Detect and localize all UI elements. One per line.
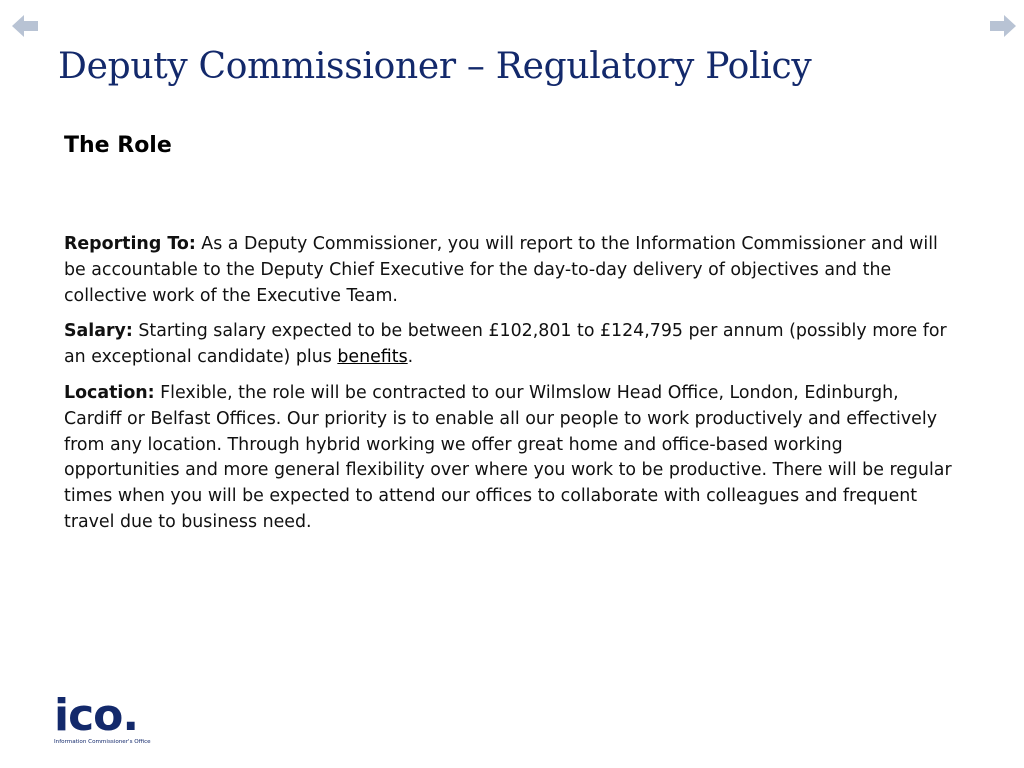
logo-mark: ico. bbox=[54, 690, 139, 741]
arrow-right-icon bbox=[988, 12, 1018, 40]
reporting-text: As a Deputy Commissioner, you will report to the Information Commissioner and will be accountable to the Deputy Chief Executive for the day-to-day delivery of objectives and the collective work of the Executive Team. bbox=[64, 234, 938, 306]
next-slide-button[interactable] bbox=[988, 12, 1018, 40]
salary-text: Starting salary expected to be between £102,801 to £124,795 per annum (possibly more for an exceptional candidate) plus bbox=[64, 321, 947, 368]
location-paragraph bbox=[64, 381, 954, 536]
ico-logo bbox=[54, 690, 164, 745]
previous-slide-button[interactable] bbox=[10, 12, 40, 40]
arrow-left-icon bbox=[10, 12, 40, 40]
benefits-link[interactable]: benefits bbox=[337, 347, 408, 368]
reporting-paragraph bbox=[64, 232, 954, 309]
reporting-label: Reporting To: bbox=[64, 234, 196, 254]
page-title: Deputy Commissioner – Regulatory Policy bbox=[58, 46, 812, 87]
salary-label: Salary: bbox=[64, 321, 133, 342]
location-text: Flexible, the role will be contracted to our Wilmslow Head Office, London, Edinburgh, Cardiff or Belfast Offices. Our priority is to enable all our people to work productively and effectively from any location. Through hybrid working we offer great home and office-based working opportunities and more general flexibility over where you work to be productive. There will be regular times when you will be expected to attend our offices to collaborate with colleagues and frequent travel due to business need. bbox=[64, 382, 952, 532]
section-heading: The Role bbox=[64, 133, 172, 158]
salary-end: . bbox=[407, 347, 414, 368]
logo-subtext: Information Commissioner's Office bbox=[54, 739, 151, 745]
role-details bbox=[64, 232, 954, 546]
location-label: Location: bbox=[64, 382, 155, 403]
salary-paragraph bbox=[64, 319, 954, 371]
